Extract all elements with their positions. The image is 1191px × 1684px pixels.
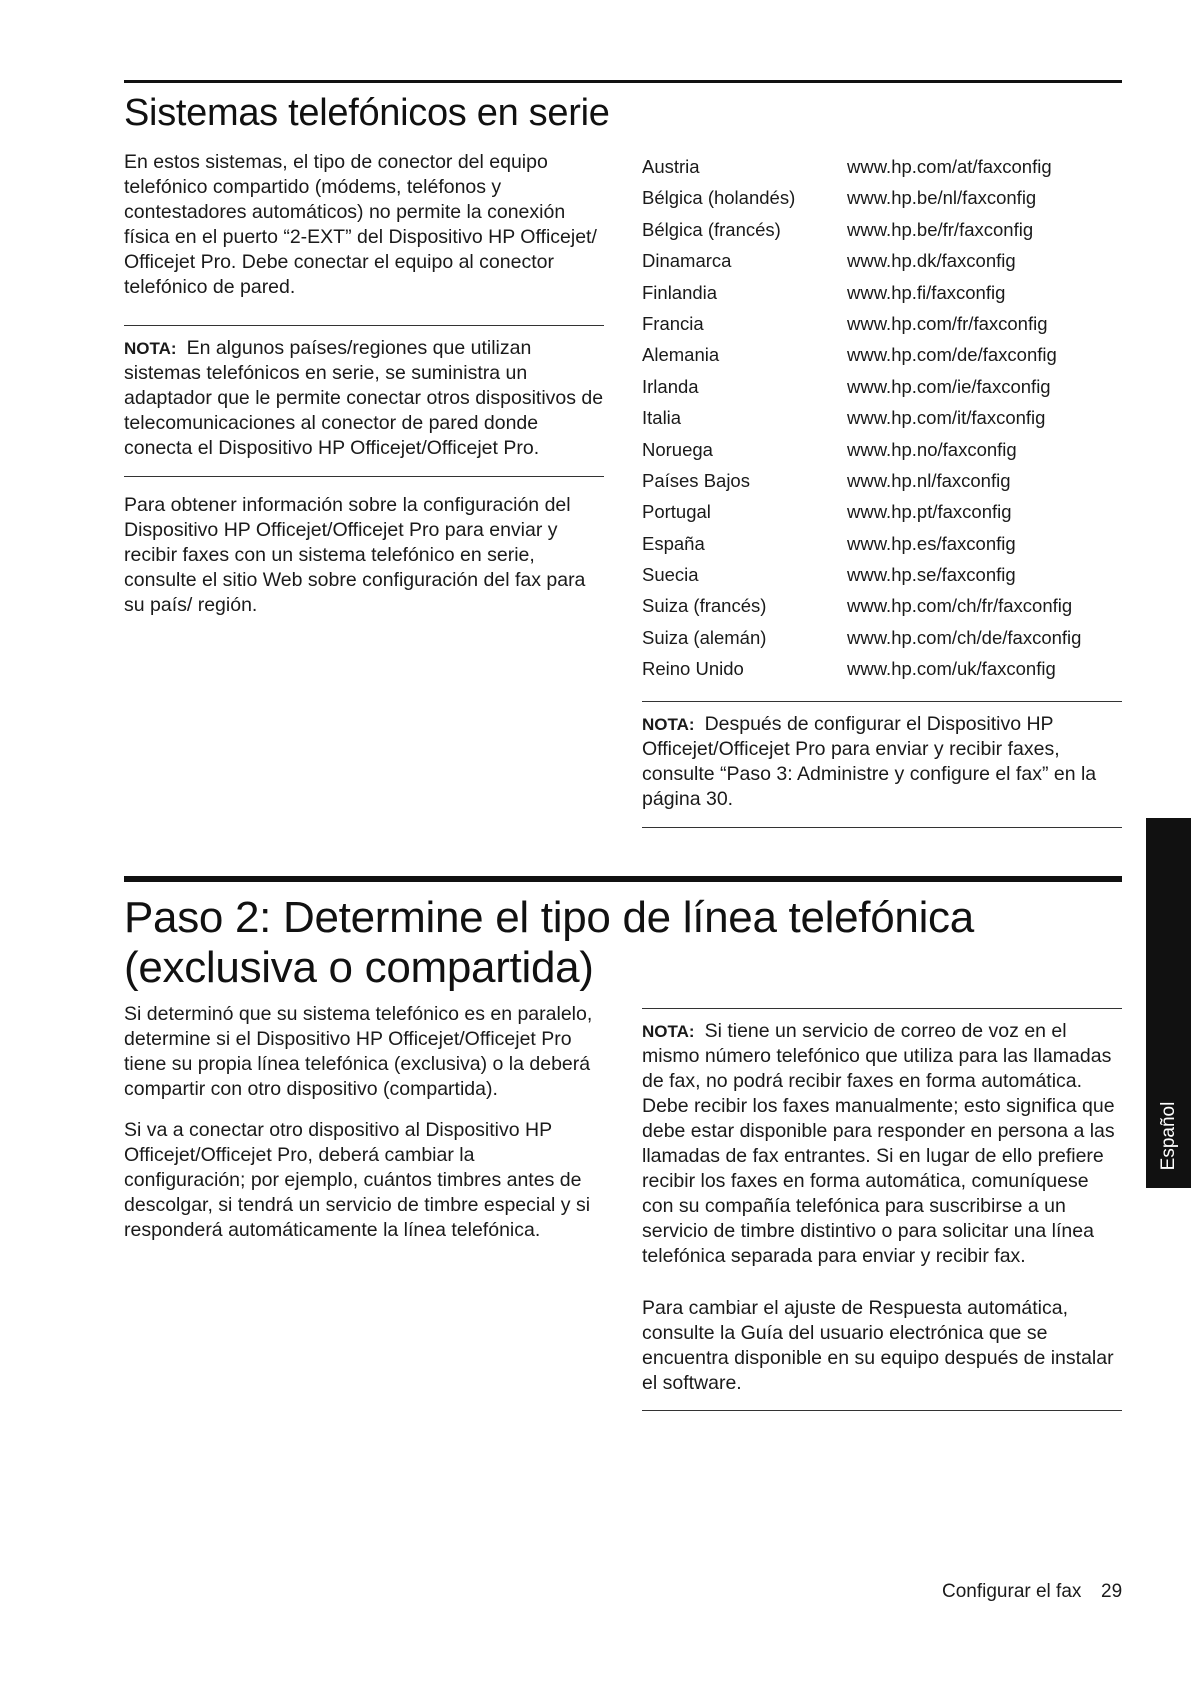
table-row bbox=[642, 313, 1081, 344]
table-row bbox=[642, 658, 1081, 689]
note2-top-rule bbox=[642, 701, 1122, 702]
table-row bbox=[642, 595, 1081, 626]
country-name: Francia bbox=[642, 312, 704, 334]
table-row bbox=[642, 627, 1081, 658]
note2-bottom-rule bbox=[642, 827, 1122, 828]
fax-config-url: www.hp.com/de/faxconfig bbox=[847, 344, 1057, 366]
note1-box bbox=[124, 336, 604, 461]
page-number: 29 bbox=[1101, 1581, 1123, 1602]
table-row bbox=[642, 439, 1081, 470]
country-name: Bélgica (francés) bbox=[642, 218, 781, 240]
country-name: Suecia bbox=[642, 564, 699, 586]
fax-config-url: www.hp.com/it/faxconfig bbox=[847, 407, 1046, 429]
fax-config-url: www.hp.nl/faxconfig bbox=[847, 469, 1011, 491]
note1-top-rule bbox=[124, 325, 604, 326]
fax-config-url: www.hp.com/at/faxconfig bbox=[847, 156, 1052, 177]
section2-para2: Si va a conectar otro dispositivo al Dispositivo HP Officejet/Officejet Pro, deberá cambiar la configuración; por ejemplo, cuántos timbres antes de descolgar, si tendrá un servicio de timbre especial y si responderá automáticamente la línea telefónica. bbox=[124, 1119, 591, 1241]
fax-config-url: www.hp.no/faxconfig bbox=[847, 438, 1017, 460]
note3-extra: Para cambiar el ajuste de Respuesta automática, consulte la Guía del usuario electrónica que se encuentra disponible en su equipo después de instalar el software. bbox=[642, 1297, 1114, 1394]
note2-label: NOTA: bbox=[642, 715, 695, 734]
section1-info: Para obtener información sobre la configuración del Dispositivo HP Officejet/Officejet Pro para enviar y recibir faxes con un sistema telefónico en serie, consulte el sitio Web sobre configuración del fax para su país/ región. bbox=[124, 494, 586, 616]
fax-config-url: www.hp.se/faxconfig bbox=[847, 564, 1016, 586]
country-name: Noruega bbox=[642, 438, 713, 460]
table-row bbox=[642, 156, 1081, 187]
fax-config-url: www.hp.pt/faxconfig bbox=[847, 501, 1012, 523]
country-name: Países Bajos bbox=[642, 469, 750, 491]
footer-section: Configurar el fax bbox=[942, 1581, 1082, 1602]
country-name: Reino Unido bbox=[642, 658, 744, 680]
section1-top-rule bbox=[124, 80, 1122, 83]
table-row bbox=[642, 470, 1081, 501]
language-tab-label: Español bbox=[1158, 1101, 1179, 1171]
note3-label: NOTA: bbox=[642, 1022, 695, 1041]
note3-bottom-rule bbox=[642, 1410, 1122, 1411]
section2-para1: Si determinó que su sistema telefónico es en paralelo, determine si el Dispositivo HP Officejet/Officejet Pro tiene su propia línea telefónica (exclusiva) o la deberá compartir con otro dispositivo (compartida). bbox=[124, 1003, 593, 1100]
table-row bbox=[642, 187, 1081, 218]
fax-config-url: www.hp.com/fr/faxconfig bbox=[847, 312, 1048, 334]
table-row bbox=[642, 376, 1081, 407]
country-name: España bbox=[642, 532, 705, 554]
table-row bbox=[642, 282, 1081, 313]
country-name: Austria bbox=[642, 156, 700, 177]
country-name: Finlandia bbox=[642, 281, 718, 303]
section1-intro: En estos sistemas, el tipo de conector del equipo telefónico compartido (módems, teléfonos y contestadores automáticos) no permite la conexión física en el puerto “2-EXT” del Dispositivo HP Officejet/ Officejet Pro. Debe conectar el equipo al conector telefónico de pared. bbox=[124, 151, 597, 298]
fax-config-url: www.hp.fi/faxconfig bbox=[847, 281, 1006, 303]
fax-config-url: www.hp.be/fr/faxconfig bbox=[847, 218, 1034, 240]
note1-text: En algunos países/regiones que utilizan sistemas telefónicos en serie, se suministra un adaptador que le permite conectar otros dispositivos de telecomunicaciones al conector de pared donde conecta el Dispositivo HP Officejet/Officejet Pro. bbox=[124, 337, 604, 459]
country-name: Suiza (francés) bbox=[642, 595, 767, 617]
language-tab bbox=[1146, 818, 1191, 1188]
fax-config-url: www.hp.com/uk/faxconfig bbox=[847, 658, 1056, 680]
table-row bbox=[642, 533, 1081, 564]
country-name: Alemania bbox=[642, 344, 720, 366]
fax-config-url: www.hp.es/faxconfig bbox=[847, 532, 1016, 554]
fax-config-table bbox=[642, 156, 1081, 690]
note3-top-rule bbox=[642, 1008, 1122, 1009]
section2-top-rule bbox=[124, 876, 1122, 882]
note2-box bbox=[642, 712, 1120, 812]
table-row bbox=[642, 250, 1081, 281]
fax-config-url: www.hp.dk/faxconfig bbox=[847, 250, 1016, 272]
note2-text: Después de configurar el Dispositivo HP Officejet/Officejet Pro para enviar y recibir faxes, consulte “Paso 3: Administre y configure el fax” en la página 30. bbox=[642, 713, 1097, 810]
country-name: Bélgica (holandés) bbox=[642, 187, 796, 209]
section1-title: Sistemas telefónicos en serie bbox=[124, 92, 610, 134]
table-row bbox=[642, 344, 1081, 375]
table-row bbox=[642, 501, 1081, 532]
note1-label: NOTA: bbox=[124, 339, 177, 358]
fax-config-url: www.hp.com/ch/de/faxconfig bbox=[847, 626, 1082, 648]
fax-config-url: www.hp.com/ch/fr/faxconfig bbox=[847, 595, 1073, 617]
country-name: Irlanda bbox=[642, 375, 699, 397]
note3-text: Si tiene un servicio de correo de voz en el mismo número telefónico que utiliza para las llamadas de fax, no podrá recibir faxes en forma automática. Debe recibir los faxes manualmente; esto significa que debe estar disponible para responder en persona a las llamadas de fax entrantes. Si en lugar de ello prefiere recibir los faxes en forma automática, comuníquese con su compañía telefónica para suscribirse a un servicio de timbre distintivo o para solicitar una línea telefónica separada para enviar y recibir fax. bbox=[642, 1020, 1115, 1267]
table-row bbox=[642, 564, 1081, 595]
note1-bottom-rule bbox=[124, 476, 604, 477]
fax-config-url: www.hp.com/ie/faxconfig bbox=[847, 375, 1051, 397]
table-row bbox=[642, 407, 1081, 438]
table-row bbox=[642, 219, 1081, 250]
country-name: Italia bbox=[642, 407, 682, 429]
country-name: Portugal bbox=[642, 501, 711, 523]
fax-config-url: www.hp.be/nl/faxconfig bbox=[847, 187, 1037, 209]
section2-title: Paso 2: Determine el tipo de línea telefónica (exclusiva o compartida) bbox=[124, 893, 974, 992]
note3-box bbox=[642, 1019, 1122, 1269]
country-name: Suiza (alemán) bbox=[642, 626, 767, 648]
country-name: Dinamarca bbox=[642, 250, 732, 272]
